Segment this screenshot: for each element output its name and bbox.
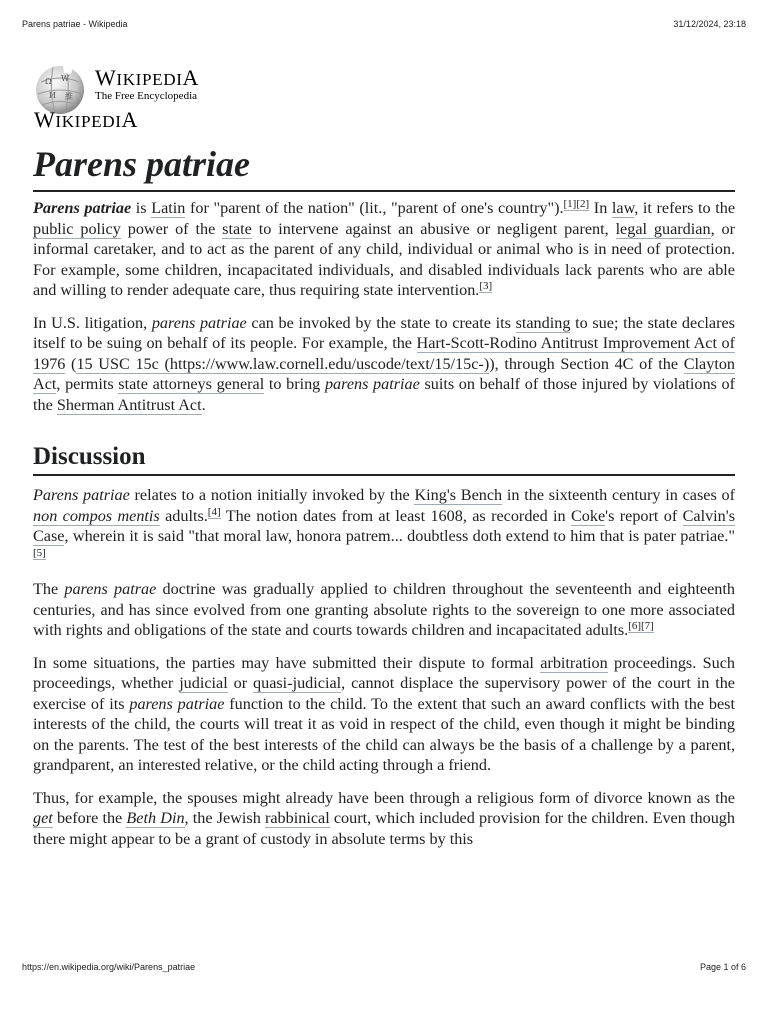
link-15-usc-15c[interactable]: 15 USC 15c (https://www.law.cornell.edu/uscode/text/15/15c-) xyxy=(76,354,490,373)
svg-text:И: И xyxy=(49,91,56,100)
paragraph-divorce: Thus, for example, the spouses might already have been through a religious form of divorce known as the get before the Beth Din, the Jewish rabbinical court, which included provision for the children. Even though there might appear to be a grant of custody in absolute terms by this xyxy=(33,788,735,848)
svg-text:維: 維 xyxy=(65,92,73,101)
link-latin[interactable]: Latin xyxy=(151,199,186,217)
link-public-policy[interactable]: public policy xyxy=(33,219,121,238)
link-state-attorneys-general[interactable]: state attorneys general xyxy=(118,375,265,393)
paragraph-us-litigation: In U.S. litigation, parens patriae can be invoked by the state to create its standing to sue; the state declares itself to be suing on behalf of its people. For example, the Hart-Scott-Rodino Antitrust Improvement Act of 1976 (15 USC 15c (https://www.law.cornell.edu/uscode/text/15/15c-)), through Section 4C of the Clayton Act, permits state attorneys general to bring parens patriae suits on behalf of those injured by violations of the Sherman Antitrust Act. xyxy=(33,313,736,414)
ref-1[interactable]: [1] xyxy=(563,198,577,210)
print-footer xyxy=(22,962,746,972)
wikipedia-logo[interactable] xyxy=(33,62,333,132)
link-rabbinical[interactable]: rabbinical xyxy=(264,809,330,827)
link-legal-guardian[interactable]: legal guardian xyxy=(615,219,711,238)
link-calvins-case[interactable]: Calvin's Case xyxy=(33,506,735,545)
link-quasi-judicial[interactable]: quasi-judicial xyxy=(253,674,342,692)
ref-7[interactable]: [7] xyxy=(641,620,654,632)
print-url: https://en.wikipedia.org/wiki/Parens_patriae xyxy=(22,962,196,972)
link-arbitration[interactable]: arbitration xyxy=(540,653,608,672)
ref-6[interactable]: [6] xyxy=(628,620,642,632)
link-state[interactable]: state xyxy=(222,219,252,238)
link-judicial[interactable]: judicial xyxy=(179,674,228,692)
link-non-compos-mentis[interactable]: non compos mentis xyxy=(33,506,160,525)
ref-2[interactable]: [2] xyxy=(576,198,590,210)
print-header xyxy=(22,19,746,29)
link-standing[interactable]: standing xyxy=(515,313,571,332)
link-get[interactable]: get xyxy=(33,809,53,827)
link-coke[interactable]: Coke xyxy=(571,506,606,525)
wordmark: WIKIPEDIA xyxy=(95,65,200,90)
ref-4[interactable]: [4] xyxy=(207,505,221,518)
link-hart-scott-rodino[interactable]: Hart-Scott-Rodino Antitrust Improvement Act of 1976 xyxy=(33,334,736,373)
link-kings-bench[interactable]: King's Bench xyxy=(414,486,503,504)
link-clayton-act[interactable]: Clayton Act xyxy=(33,354,736,393)
tagline: The Free Encyclopedia xyxy=(95,90,198,102)
print-page-number: Page 1 of 6 xyxy=(699,962,746,972)
paragraph-kings-bench: Parens patriae relates to a notion initially invoked by the King's Bench in the sixteenth century in cases of non compos mentis adults.[4] The notion dates from at least 1608, as recorded in Coke's report of Calvin's Case, wherein it is said "that moral law, honora patrem... doubtless doth extend to him that is pater patriae."[5] xyxy=(33,486,735,559)
svg-text:Ω: Ω xyxy=(45,77,52,86)
svg-text:W: W xyxy=(61,74,70,83)
wordmark-secondary: WIKIPEDIA xyxy=(34,107,139,132)
print-datetime: 31/12/2024, 23:18 xyxy=(673,19,746,29)
ref-5[interactable]: [5] xyxy=(33,546,46,559)
paragraph-arbitration: In some situations, the parties may have submitted their dispute to formal arbitration proceedings. Such proceedings, whether judicial or quasi-judicial, cannot displace the supervisory power of the court in the exercise of its parens patriae function to the child. To the extent that such an award conflicts with the best interests of the child, the courts will treat it as void in respect of the child, even though it might be binding on the parents. The test of the best interests of the child can always be the basis of a challenge by a parent, grandparent, an interested relative, or the child acting through a friend. xyxy=(33,653,735,774)
link-law[interactable]: law xyxy=(611,199,635,217)
lead-paragraph: Parens patriae is Latin for "parent of the nation" (lit., "parent of one's country").[1][2] In law, it refers to the public policy power of the state to intervene against an abusive or negligent parent, legal guardian, or informal caretaker, and to act as the parent of any child, individual or animal who is in need of protection. For example, some children, incapacitated individuals, and disabled individuals lack parents who are able and willing to render adequate care, thus requiring state intervention.[3] xyxy=(33,198,736,299)
print-page-title: Parens patriae - Wikipedia xyxy=(22,19,128,29)
link-beth-din[interactable]: Beth Din xyxy=(126,809,185,827)
link-sherman-antitrust-act[interactable]: Sherman Antitrust Act xyxy=(56,395,202,414)
paragraph-doctrine: The parens patrae doctrine was gradually applied to children throughout the seventeenth and eighteenth centuries, and has since evolved from one granting absolute rights to the sovereign to one more associated with rights and obligations of the state and courts towards children and incapacitated adults.[6][7] xyxy=(33,580,735,639)
section-heading-discussion: Discussion xyxy=(33,440,735,476)
page-title: Parens patriae xyxy=(33,140,735,192)
ref-3[interactable]: [3] xyxy=(479,280,493,292)
article-content xyxy=(33,140,735,849)
